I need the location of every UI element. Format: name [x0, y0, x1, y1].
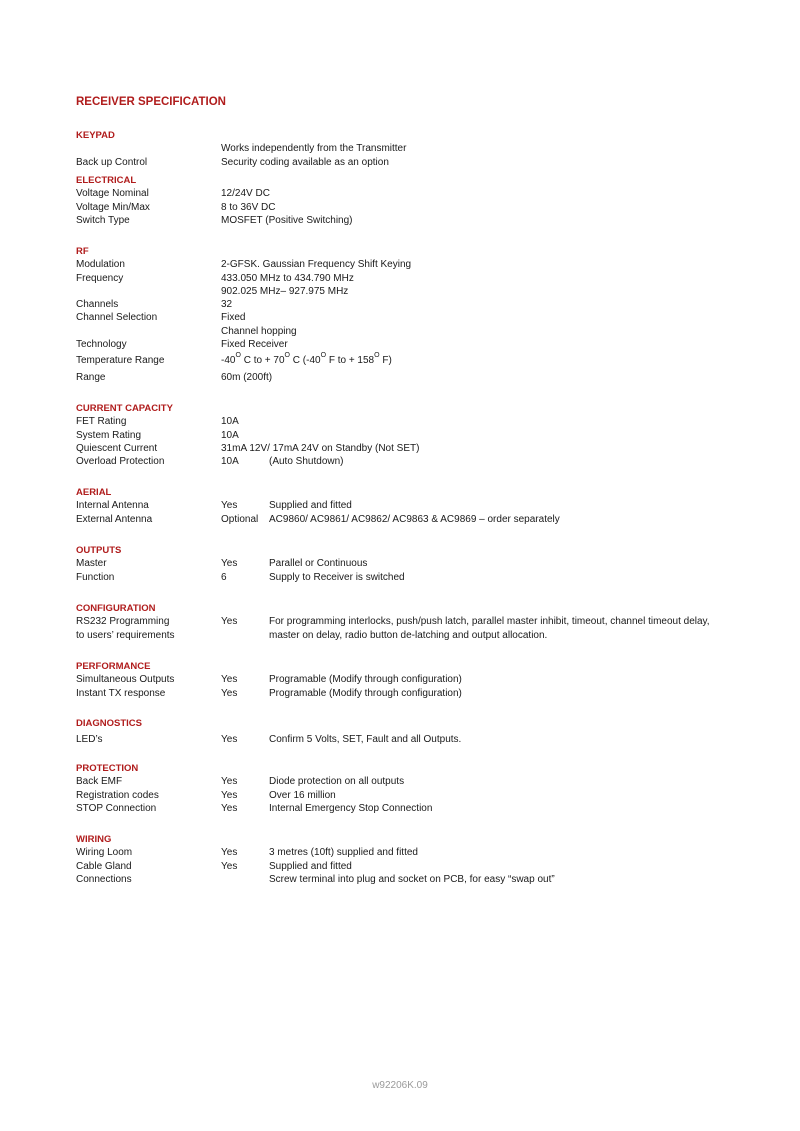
- spec-label: STOP Connection: [76, 802, 157, 814]
- spec-label: Function: [76, 571, 115, 583]
- spec-value: Yes: [221, 776, 238, 788]
- spec-row: [76, 499, 776, 512]
- spec-label: Wiring Loom: [76, 847, 133, 859]
- spec-label: Simultaneous Outputs: [76, 674, 175, 686]
- spec-detail: Parallel or Continuous: [269, 558, 368, 570]
- section-wiring: [76, 833, 776, 886]
- spec-row: [76, 156, 776, 169]
- spec-label: Voltage Nominal: [76, 188, 149, 200]
- spec-row-temperature: [76, 351, 776, 371]
- section-electrical: [76, 174, 776, 227]
- spec-value: Yes: [221, 860, 238, 872]
- spec-label: Quiescent Current: [76, 442, 158, 454]
- spec-detail: Internal Emergency Stop Connection: [269, 802, 433, 814]
- section-aerial: [76, 486, 776, 526]
- spec-value: Yes: [221, 558, 238, 570]
- spec-row: [76, 142, 776, 155]
- spec-label: Overload Protection: [76, 456, 165, 468]
- degree-mark: O: [284, 352, 290, 360]
- spec-label: Internal Antenna: [76, 500, 149, 512]
- spec-detail: Diode protection on all outputs: [269, 776, 405, 788]
- spec-row: [76, 214, 776, 227]
- spec-label: Back EMF: [76, 776, 123, 788]
- section-heading: CURRENT CAPACITY: [76, 403, 173, 414]
- spec-label: Switch Type: [76, 214, 130, 226]
- spec-label: Registration codes: [76, 789, 159, 801]
- section-heading: OUTPUTS: [76, 545, 122, 556]
- spec-value: Fixed Receiver: [221, 339, 288, 351]
- spec-detail: For programming interlocks, push/push latch, parallel master inhibit, timeout, channel timeout delay,: [269, 616, 710, 628]
- spec-row: [76, 442, 776, 455]
- spec-label: Frequency: [76, 272, 124, 284]
- spec-label: Channel Selection: [76, 312, 158, 324]
- section-heading: ELECTRICAL: [76, 175, 137, 186]
- spec-row: [76, 846, 776, 859]
- spec-value: Works independently from the Transmitter: [221, 143, 407, 155]
- spec-value: Yes: [221, 789, 238, 801]
- section-heading: WIRING: [76, 834, 112, 845]
- spec-label: System Rating: [76, 429, 142, 441]
- spec-detail: 3 metres (10ft) supplied and fitted: [269, 847, 418, 859]
- section-heading: RF: [76, 246, 89, 257]
- spec-value: Yes: [221, 847, 238, 859]
- spec-detail: Supplied and fitted: [269, 860, 352, 872]
- spec-detail: Supplied and fitted: [269, 500, 352, 512]
- spec-value: Yes: [221, 734, 238, 746]
- page-title: RECEIVER SPECIFICATION: [76, 96, 226, 108]
- section-heading: AERIAL: [76, 487, 112, 498]
- section-keypad: [76, 129, 776, 169]
- spec-value: 60m (200ft): [221, 371, 273, 383]
- spec-value: 6: [221, 571, 227, 583]
- spec-value: Optional: [221, 513, 259, 525]
- section-rf: [76, 245, 776, 384]
- section-heading: DIAGNOSTICS: [76, 718, 142, 729]
- spec-detail: Programable (Modify through configuration): [269, 687, 462, 699]
- spec-label: Back up Control: [76, 156, 148, 168]
- spec-row: [76, 258, 776, 271]
- spec-row: [76, 415, 776, 428]
- spec-value: Yes: [221, 802, 238, 814]
- spec-value: Channel hopping: [221, 325, 297, 337]
- spec-value: 31mA 12V/ 17mA 24V on Standby (Not SET): [221, 442, 420, 454]
- spec-value: Yes: [221, 687, 238, 699]
- spec-detail: Over 16 million: [269, 789, 336, 801]
- spec-row: [76, 860, 776, 873]
- spec-value: MOSFET (Positive Switching): [221, 214, 353, 226]
- spec-row: [76, 325, 776, 338]
- section-heading: CONFIGURATION: [76, 603, 156, 614]
- spec-row: [76, 338, 776, 351]
- spec-value: 433.050 MHz to 434.790 MHz: [221, 272, 354, 284]
- spec-row: [76, 272, 776, 285]
- degree-mark: O: [374, 352, 380, 360]
- spec-label: FET Rating: [76, 416, 127, 428]
- spec-value: Fixed: [221, 312, 246, 324]
- spec-value: 12/24V DC: [221, 188, 270, 200]
- degree-mark: O: [320, 352, 327, 360]
- spec-detail: (Auto Shutdown): [269, 456, 344, 468]
- spec-detail: Screw terminal into plug and socket on PCB, for easy “swap out”: [269, 873, 555, 885]
- spec-value: Security coding available as an option: [221, 156, 389, 168]
- spec-row: [76, 629, 776, 642]
- spec-label: Master: [76, 558, 107, 570]
- temperature-range-value: $-40^O$ C to + $70^O$ C ($-40^O$ F to + $158^O$ F): [221, 352, 392, 367]
- section-outputs: [76, 544, 776, 584]
- spec-detail: Programable (Modify through configuration): [269, 674, 462, 686]
- spec-row: [76, 187, 776, 200]
- spec-label: Modulation: [76, 259, 125, 271]
- spec-label: RS232 Programming: [76, 616, 170, 628]
- spec-value: Yes: [221, 616, 238, 628]
- spec-detail: AC9860/ AC9861/ AC9862/ AC9863 & AC9869 – order separately: [269, 513, 560, 525]
- section-performance: [76, 660, 776, 700]
- spec-value: 8 to 36V DC: [221, 201, 276, 213]
- spec-label: Temperature Range: [76, 355, 165, 367]
- spec-label: Instant TX response: [76, 687, 166, 699]
- spec-value: 2-GFSK. Gaussian Frequency Shift Keying: [221, 259, 412, 271]
- spec-label: to users’ requirements: [76, 629, 175, 641]
- spec-label: External Antenna: [76, 513, 153, 525]
- spec-detail: master on delay, radio button de-latching and output allocation.: [269, 629, 548, 641]
- spec-label: Connections: [76, 873, 132, 885]
- spec-row: [76, 775, 776, 788]
- spec-value: 10A: [221, 429, 239, 441]
- spec-row: [76, 298, 776, 311]
- spec-value: 902.025 MHz– 927.975 MHz: [221, 285, 349, 297]
- spec-label: Range: [76, 371, 106, 383]
- section-diagnostics: [76, 717, 776, 750]
- document-code: w92206K.09: [372, 1080, 428, 1091]
- spec-row: [76, 429, 776, 442]
- spec-row: [76, 571, 776, 584]
- spec-row: [76, 802, 776, 815]
- spec-label: Voltage Min/Max: [76, 201, 150, 213]
- section-heading: KEYPAD: [76, 130, 115, 141]
- spec-row: [76, 615, 776, 628]
- spec-row: [76, 285, 776, 298]
- spec-row: [76, 201, 776, 214]
- spec-label: Channels: [76, 299, 119, 311]
- section-current-capacity: [76, 402, 776, 468]
- spec-value: 10A: [221, 456, 239, 468]
- spec-value: 10A: [221, 416, 239, 428]
- spec-row: [76, 311, 776, 324]
- spec-value: Yes: [221, 500, 238, 512]
- spec-detail: Supply to Receiver is switched: [269, 571, 405, 583]
- spec-row: [76, 730, 776, 750]
- spec-label: LED’s: [76, 734, 103, 746]
- spec-detail: Confirm 5 Volts, SET, Fault and all Outputs.: [269, 734, 462, 746]
- spec-row: [76, 789, 776, 802]
- spec-value: Yes: [221, 674, 238, 686]
- section-configuration: [76, 602, 776, 642]
- spec-label: Technology: [76, 339, 127, 351]
- spec-row: [76, 455, 776, 468]
- spec-row: [76, 557, 776, 570]
- spec-row: [76, 873, 776, 886]
- spec-row: [76, 673, 776, 686]
- section-protection: [76, 762, 776, 815]
- section-heading: PERFORMANCE: [76, 661, 151, 672]
- spec-row: [76, 513, 776, 526]
- spec-row: [76, 687, 776, 700]
- spec-label: Cable Gland: [76, 860, 132, 872]
- spec-value: 32: [221, 299, 233, 311]
- section-heading: PROTECTION: [76, 763, 139, 774]
- degree-mark: O: [235, 352, 241, 360]
- spec-row: [76, 371, 776, 384]
